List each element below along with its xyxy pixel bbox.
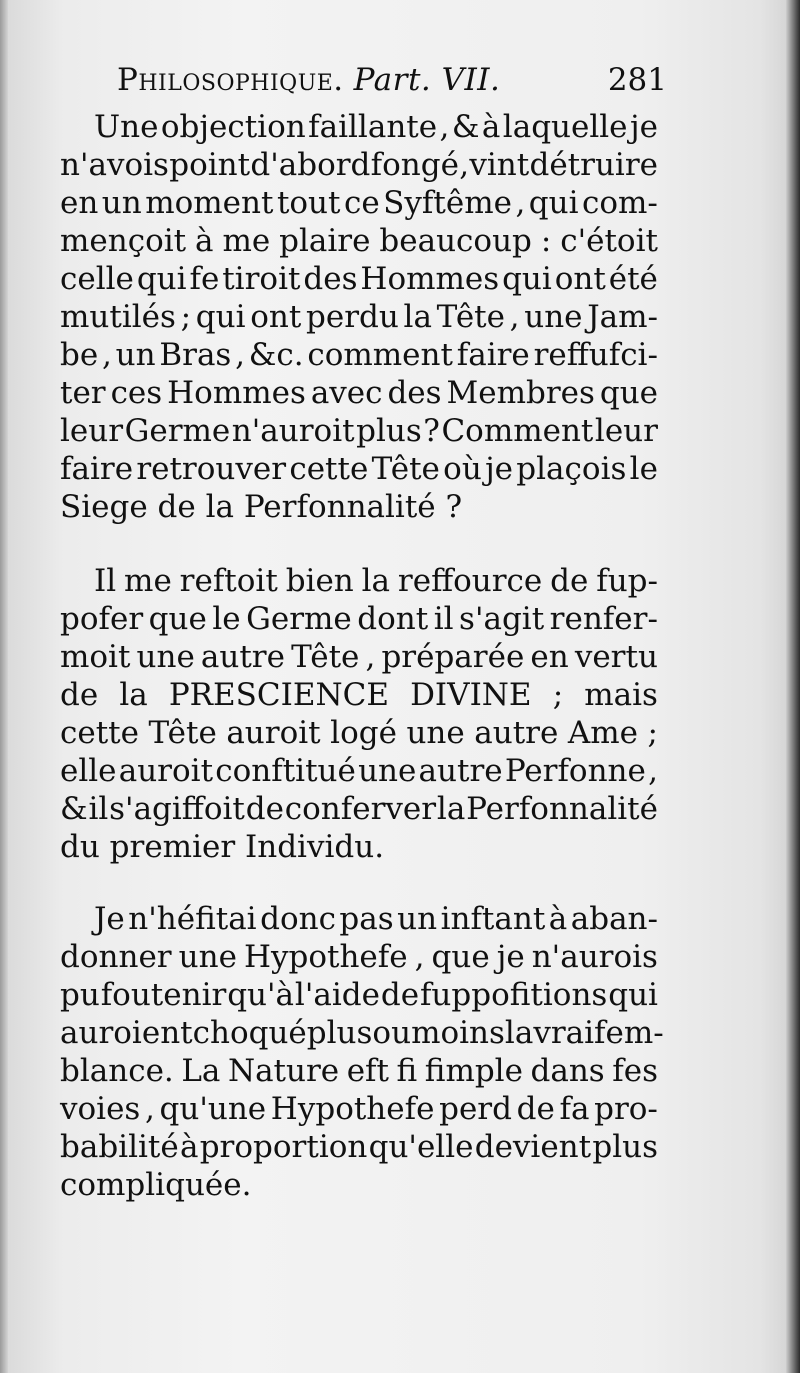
page-header [117,62,667,112]
text-line: mençoit à me plaire beaucoup : c'étoit [60,223,658,259]
running-head-part: Part. VII. [353,62,501,98]
text-line: compliquée. [60,1167,252,1203]
text-line: Je n'héfitai donc pas un inftant à aban- [94,901,658,937]
text-line: pofer que le Germe dont il s'agit renfer- [60,601,658,637]
text-line: mutilés ; qui ont perdu la Tête , une Jam- [60,299,658,335]
text-line: voies , qu'une Hypothefe perd de fa pro- [60,1091,658,1127]
text-line: celle qui fe tiroit des Hommes qui ont été [60,261,658,297]
text-line: blance. La Nature eft fi fimple dans fes [60,1053,658,1089]
text-line: Siege de la Perfonnalité ? [60,489,463,525]
running-head [117,62,500,98]
text-line: moit une autre Tête , préparée en vertu [60,639,658,675]
text-line: donner une Hypothefe , que je n'aurois [60,939,658,975]
text-line: auroient choqué plus ou moins la vraifem- [60,1015,664,1051]
text-line: Une objection faillante , & à laquelle je [94,109,658,145]
paragraph-3 [60,900,664,1204]
running-head-title: Philosophique. [117,62,344,98]
text-line: pu foutenir qu'à l'aide de fuppofitions qui [60,977,658,1013]
page-number: 281 [607,62,667,98]
paragraph-1 [60,108,658,526]
text-line: n'avois point d'abord fongé , vint détruire [60,147,658,183]
text-line: elle auroit conftitué une autre Perfonne , [60,753,658,789]
page-left-edge [0,0,8,1373]
text-line: be , un Bras , &c. comment faire reffufci- [60,337,658,373]
text-line: en un moment tout ce Syftême , qui com- [60,185,658,221]
text-line: faire retrouver cette Tête où je plaçois le [60,451,658,487]
text-line: du premier Individu. [60,829,385,865]
text-line: leur Germe n'auroit plus ? Comment leur [60,413,658,449]
text-line: ter ces Hommes avec des Membres que [60,375,658,411]
text-line: babilité à proportion qu'elle devient plus [60,1129,658,1165]
text-line: cette Tête auroit logé une autre Ame ; [60,715,658,751]
paragraph-2 [60,562,658,866]
page-right-edge [786,0,800,1373]
text-line: Il me reftoit bien la reffource de fup- [94,563,658,599]
text-line: & il s'agiffoit de conferver la Perfonnalité [60,791,658,827]
text-line: de la PRESCIENCE DIVINE ; mais [60,677,658,713]
